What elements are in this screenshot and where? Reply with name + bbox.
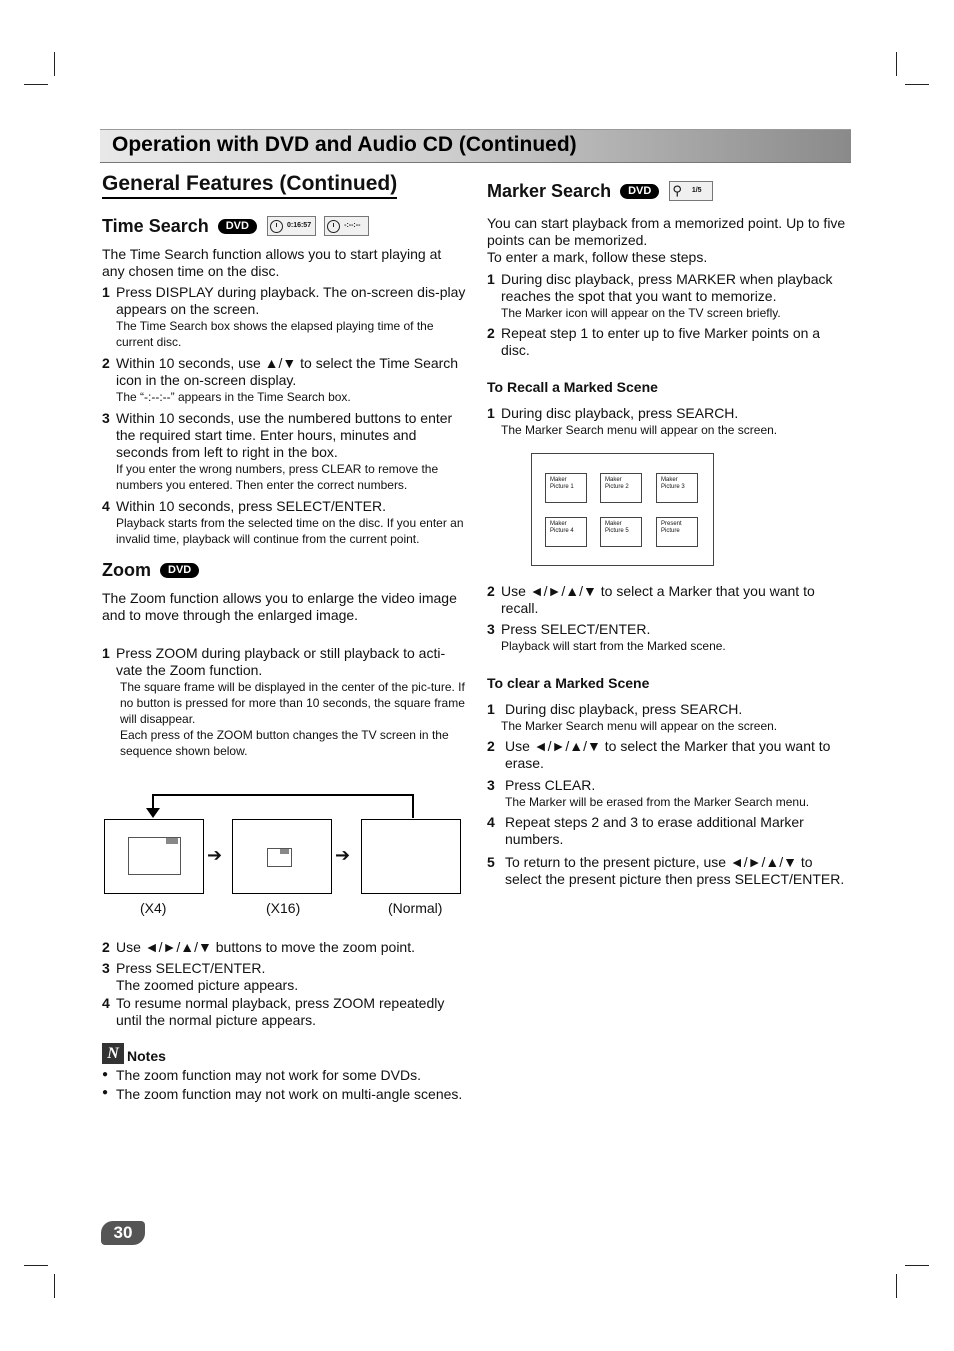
zoom-screen-normal [361, 819, 461, 894]
step: 2 Repeat step 1 to enter up to five Marker points on a disc. [487, 325, 821, 358]
section-title: General Features (Continued) [102, 172, 397, 199]
step: 4 Repeat steps 2 and 3 to erase additional Marker numbers. [487, 814, 804, 847]
zoom-title: Zoom [102, 560, 151, 580]
zoom-intro: The Zoom function allows you to enlarge the video image and to move through the enlarged image. [102, 590, 457, 623]
arrow-right-icon: ➔ [335, 845, 351, 865]
crop-mark [54, 1274, 55, 1298]
step: 2 Use ◄/►/▲/▼ buttons to move the zoom point. [102, 939, 415, 955]
time-search-intro: The Time Search function allows you to start playing at any chosen time on the disc. [102, 246, 442, 279]
crop-mark [896, 1274, 897, 1298]
zoom-heading [102, 559, 466, 581]
step: 1 Press DISPLAY during playback. The on-screen dis-play appears on the screen. The Time Search box shows the elapsed playing time of the current disc. [102, 284, 466, 349]
step: 3 Press SELECT/ENTER. The zoomed picture appears. [102, 960, 299, 993]
marker-search-menu [531, 453, 714, 566]
marker-cell-present: Present Picture [656, 517, 698, 547]
marker-icon: ⚲ [672, 183, 682, 198]
step: 3 Press SELECT/ENTER. Playback will start from the Marked scene. [487, 621, 726, 653]
crop-mark [54, 52, 55, 76]
marker-cell: Maker Picture 3 [656, 473, 698, 503]
marker-intro: You can start playback from a memorized point. Up to five points can be memorized. [487, 215, 846, 248]
right-column [487, 180, 851, 438]
zoom-steps [102, 939, 466, 1104]
marker-cell: Maker Picture 1 [545, 473, 587, 503]
crop-mark [24, 1265, 48, 1266]
right-column-lower [487, 583, 851, 888]
dvd-badge: DVD [160, 563, 199, 578]
step: 2 Within 10 seconds, use ▲/▼ to select the Time Search icon in the on-screen display. The “-:--:--” appears in the Time Search box. [102, 355, 459, 404]
notes-title: Notes [127, 1048, 166, 1064]
step: 5 To return to the present picture, use ◄/►/▲/▼ to select the present picture then press SELECT/ENTER. [487, 854, 845, 887]
left-column [102, 172, 466, 759]
chapter-banner [100, 129, 851, 163]
time-search-heading [102, 215, 466, 237]
banner-title: Operation with DVD and Audio CD (Continued) [112, 133, 577, 156]
marker-search-heading [487, 180, 851, 202]
zoom-label-x16: (X16) [266, 900, 301, 916]
zoom-indicator [280, 849, 289, 854]
zoom-label-x4: (X4) [140, 900, 167, 916]
note-item: ● The zoom function may not work for some DVDs. [102, 1067, 421, 1083]
zoom-label-normal: (Normal) [388, 900, 443, 916]
step: 1 During disc playback, press SEARCH. The Marker Search menu will appear on the screen. [487, 701, 778, 733]
zoom-step-1: 1 Press ZOOM during playback or still playback to acti-vate the Zoom function. The square frame will be displayed in the center of the pic-ture. If no button is pressed for more than 10 seconds, the square frame will disappear. Each press of the ZOOM button changes the TV screen in the sequence shown below. [102, 645, 465, 758]
marker-search-title: Marker Search [487, 181, 612, 201]
clock-icon [327, 220, 340, 233]
step: 2 Use ◄/►/▲/▼ to select a Marker that you want to recall. [487, 583, 815, 616]
marker-intro-2: To enter a mark, follow these steps. [487, 249, 708, 265]
dvd-badge: DVD [218, 219, 257, 234]
crop-mark [905, 1265, 929, 1266]
step: 3 Within 10 seconds, use the numbered buttons to enter the required start time. Enter hours, minutes and seconds from left to right in the box. If you enter the wrong numbers, press CLEAR to remove the numbers you entered. Then enter the correct numbers. [102, 410, 453, 492]
recall-title: To Recall a Marked Scene [487, 379, 658, 395]
zoom-loop-arrow [140, 790, 420, 820]
step: 3 Press CLEAR. The Marker will be erased from the Marker Search menu. [487, 777, 810, 809]
marker-cell: Maker Picture 5 [600, 517, 642, 547]
step: 4 Within 10 seconds, press SELECT/ENTER. Playback starts from the selected time on the disc. If you enter an invalid time, playback will continue from the current point. [102, 498, 464, 546]
crop-mark [896, 52, 897, 76]
dvd-badge: DVD [620, 184, 659, 199]
time-search-title: Time Search [102, 216, 209, 236]
zoom-screen-x16 [232, 819, 332, 894]
marker-cell: Maker Picture 4 [545, 517, 587, 547]
clear-title: To clear a Marked Scene [487, 675, 650, 691]
step: 2 Use ◄/►/▲/▼ to select the Marker that you want to erase. [487, 738, 831, 771]
time-search-osd: 0:16:57 [267, 216, 316, 236]
zoom-screen-x4 [104, 819, 204, 894]
crop-mark [905, 84, 929, 85]
marker-osd: ⚲ 1/5 [669, 181, 713, 201]
notes-icon: N [102, 1043, 124, 1064]
notes [102, 1043, 466, 1104]
marker-cell: Maker Picture 2 [600, 473, 642, 503]
crop-mark [24, 84, 48, 85]
zoom-indicator [166, 838, 178, 844]
time-search-steps [102, 284, 466, 547]
step: 4 To resume normal playback, press ZOOM repeatedly until the normal picture appears. [102, 995, 445, 1028]
step: 1 During disc playback, press SEARCH. The Marker Search menu will appear on the screen. [487, 405, 778, 437]
arrow-right-icon: ➔ [207, 845, 223, 865]
time-search-osd-blank: -:--:-- [324, 216, 369, 236]
step: 1 During disc playback, press MARKER when playback reaches the spot that you want to memorize. The Marker icon will appear on the TV screen briefly. [487, 271, 833, 320]
page-number: 30 [101, 1221, 145, 1245]
note-item: ● The zoom function may not work on multi-angle scenes. [102, 1086, 463, 1102]
clock-icon [270, 220, 283, 233]
